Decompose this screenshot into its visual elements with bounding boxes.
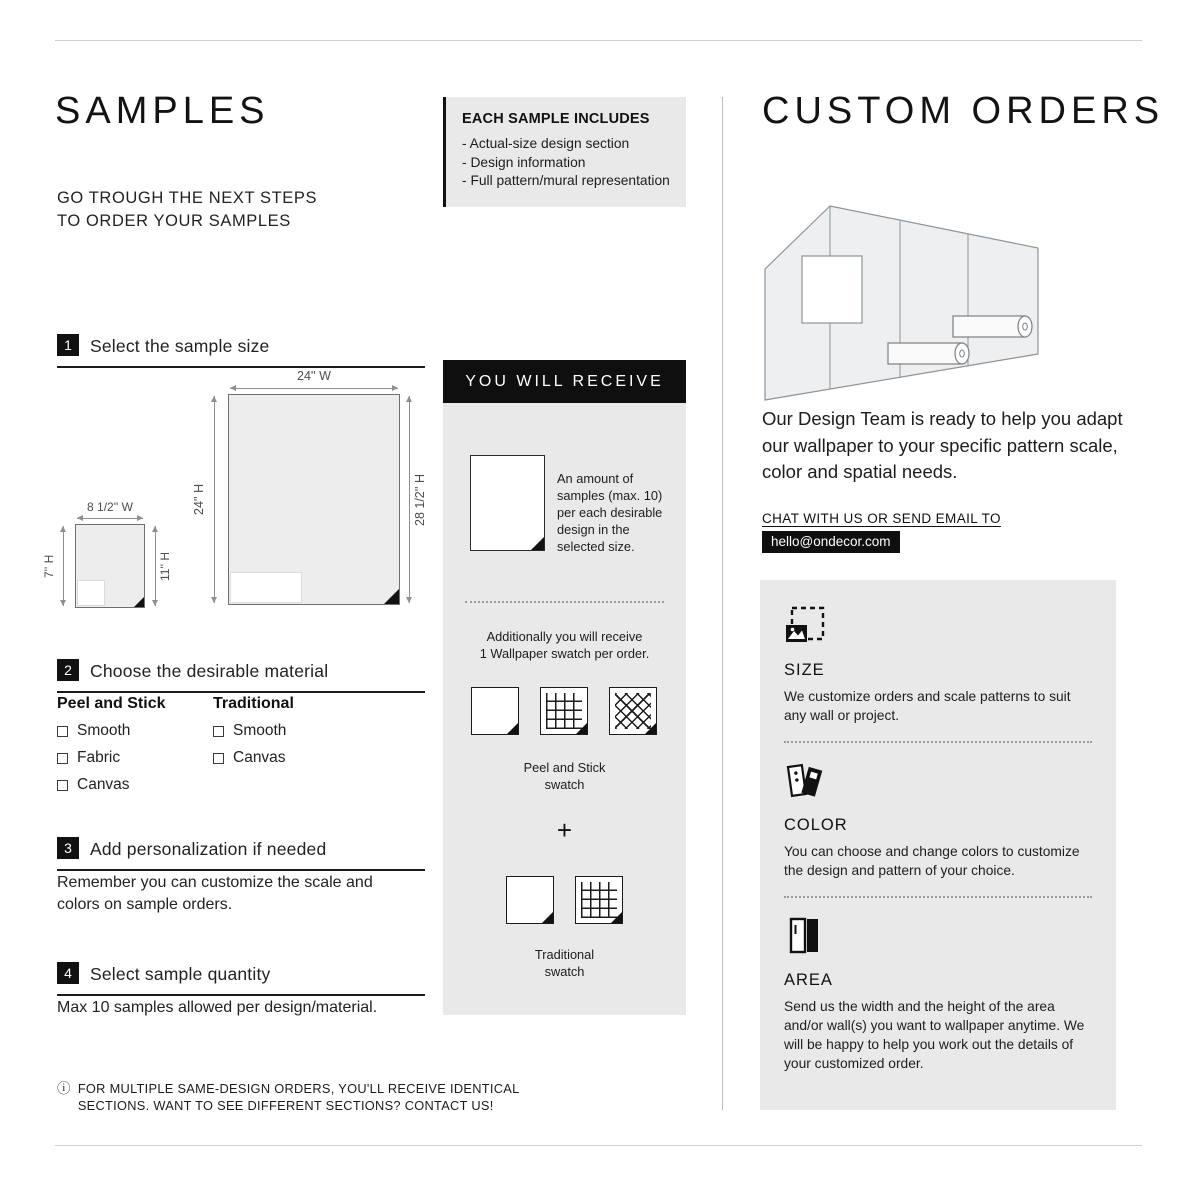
crosshatch-swatch-icon	[609, 687, 657, 735]
peel-swatch-label-line1: Peel and Stick	[523, 760, 606, 775]
step-4-header	[57, 962, 425, 996]
additional-line1: Additionally you will receive	[486, 629, 643, 644]
small-right-height-dimension-line	[155, 526, 156, 606]
large-right-height-dimension-line	[409, 396, 410, 603]
option-traditional-smooth	[213, 722, 294, 740]
small-width-label: 8 1/2'' W	[87, 500, 133, 514]
plus-icon: +	[556, 815, 573, 845]
each-sample-includes-box	[443, 97, 686, 207]
custom-orders-title: CUSTOM ORDERS	[762, 90, 1165, 132]
receive-header: YOU WILL RECEIVE	[443, 360, 686, 403]
grid-swatch-icon	[575, 876, 623, 924]
small-width-dimension-line	[77, 518, 143, 519]
chat-with-us-label: CHAT WITH US OR SEND EMAIL TO	[762, 511, 1001, 526]
includes-item: - Actual-size design section	[462, 135, 674, 154]
area-heading: AREA	[784, 971, 833, 989]
option-label: Fabric	[77, 749, 121, 766]
traditional-swatch-label-line1: Traditional	[534, 947, 595, 962]
email-link[interactable]: hello@ondecor.com	[762, 531, 900, 553]
area-wall-icon	[784, 916, 1092, 961]
large-sample-sheet	[228, 394, 400, 605]
checkbox-traditional-canvas[interactable]	[213, 753, 224, 764]
option-label: Canvas	[77, 776, 130, 793]
footnote-line1: FOR MULTIPLE SAME-DESIGN ORDERS, YOU'LL RECEIVE IDENTICAL	[77, 1081, 520, 1096]
includes-title: EACH SAMPLE INCLUDES	[462, 111, 650, 127]
large-width-dimension-line	[230, 388, 398, 389]
step-3-number: 3	[57, 837, 79, 859]
color-heading: COLOR	[784, 816, 848, 834]
samples-title: SAMPLES	[55, 90, 270, 132]
wallpaper-roll-icon	[888, 343, 969, 364]
samples-intro-line2: TO ORDER YOUR SAMPLES	[57, 212, 291, 230]
small-sample-section	[77, 580, 105, 606]
grid-swatch-icon	[540, 687, 588, 735]
includes-item: - Design information	[462, 154, 674, 173]
color-swatches-icon	[784, 761, 1092, 806]
samples-intro	[57, 187, 317, 233]
option-peel-smooth	[57, 722, 166, 740]
additional-swatch-note	[443, 628, 686, 662]
option-label: Smooth	[233, 722, 287, 739]
large-left-height-dimension-line	[214, 396, 215, 603]
small-sample-sheet	[75, 524, 145, 608]
swatch-fold-corner-icon	[645, 723, 656, 734]
large-width-label: 24'' W	[297, 369, 331, 383]
top-divider	[55, 40, 1142, 41]
you-will-receive-panel	[443, 360, 686, 1015]
color-text: You can choose and change colors to customize the design and pattern of your choice.	[784, 844, 1080, 878]
step-4-number: 4	[57, 962, 79, 984]
peel-and-stick-title: Peel and Stick	[57, 695, 166, 712]
large-sample-section	[230, 572, 302, 603]
wallpaper-wall-illustration	[755, 196, 1045, 406]
step-4-label: Select sample quantity	[90, 964, 271, 984]
wallpaper-roll-icon	[953, 316, 1032, 337]
material-peel-and-stick-group	[57, 695, 166, 794]
size-icon	[784, 606, 1092, 651]
includes-item: - Full pattern/mural representation	[462, 172, 674, 191]
footnote-line2: SECTIONS. WANT TO SEE DIFFERENT SECTIONS? CONTACT US!	[77, 1097, 494, 1113]
material-traditional-group	[213, 695, 294, 767]
option-peel-fabric	[57, 749, 166, 767]
swatch-fold-corner-icon	[611, 912, 622, 923]
step-1-label: Select the sample size	[90, 336, 270, 356]
option-label: Canvas	[233, 749, 286, 766]
small-sheet-fold-corner-icon	[134, 597, 144, 607]
traditional-swatch-label-line2: swatch	[544, 964, 585, 979]
peel-swatch-label-line2: swatch	[544, 777, 585, 792]
peel-swatch-label	[443, 759, 686, 793]
size-heading: SIZE	[784, 661, 825, 679]
plain-swatch-icon	[506, 876, 554, 924]
dotted-separator	[784, 896, 1092, 898]
small-right-height-label: 11'' H	[158, 551, 172, 581]
step-1-number: 1	[57, 334, 79, 356]
additional-line2: 1 Wallpaper swatch per order.	[479, 646, 650, 661]
area-text: Send us the width and the height of the area and/or wall(s) you want to wallpaper anytime. We will be happy to help you work out the details of your customized order.	[784, 999, 1085, 1071]
step-1-header	[57, 334, 425, 368]
option-peel-canvas	[57, 776, 166, 794]
dotted-separator	[465, 601, 664, 603]
bottom-divider	[55, 1145, 1142, 1146]
traditional-swatch-row	[506, 876, 623, 924]
checkbox-traditional-smooth[interactable]	[213, 726, 224, 737]
step-2-label: Choose the desirable material	[90, 661, 329, 681]
samples-intro-line1: GO TROUGH THE NEXT STEPS	[57, 189, 318, 207]
step-4-note: Max 10 samples allowed per design/material.	[57, 999, 378, 1016]
custom-order-features-panel	[760, 580, 1116, 1110]
size-text: We customize orders and scale patterns to suit any wall or project.	[784, 689, 1071, 723]
step-3-label: Add personalization if needed	[90, 839, 327, 859]
footnote-text	[78, 1081, 520, 1114]
swatch-fold-corner-icon	[542, 912, 553, 923]
step-3-note: Remember you can customize the scale and colors on sample orders.	[57, 874, 373, 913]
step-3-header	[57, 837, 425, 871]
multiple-orders-footnote	[57, 1081, 547, 1114]
sample-sheet-icon	[470, 455, 545, 551]
swatch-fold-corner-icon	[576, 723, 587, 734]
dotted-separator	[784, 741, 1092, 743]
traditional-title: Traditional	[213, 695, 294, 712]
step-2-number: 2	[57, 659, 79, 681]
large-sheet-fold-corner-icon	[384, 589, 399, 604]
info-icon: ⓘ	[57, 1081, 71, 1096]
column-divider	[722, 97, 723, 1110]
checkbox-peel-smooth[interactable]	[57, 726, 68, 737]
window-frame	[802, 256, 862, 323]
option-traditional-canvas	[213, 749, 294, 767]
checkbox-peel-canvas[interactable]	[57, 780, 68, 791]
option-label: Smooth	[77, 722, 131, 739]
sheet-fold-corner-icon	[531, 537, 544, 550]
plain-swatch-icon	[471, 687, 519, 735]
large-left-height-label: 24'' H	[192, 483, 206, 516]
large-right-height-label: 28 1/2'' H	[413, 473, 427, 526]
checkbox-peel-fabric[interactable]	[57, 753, 68, 764]
small-left-height-label: 7'' H	[42, 554, 56, 578]
step-2-header	[57, 659, 425, 693]
swatch-fold-corner-icon	[507, 723, 518, 734]
peel-swatch-row	[471, 687, 657, 735]
design-team-intro: Our Design Team is ready to help you adapt our wallpaper to your specific pattern scale, color and spatial needs.	[762, 408, 1123, 482]
traditional-swatch-label	[443, 946, 686, 980]
small-left-height-dimension-line	[63, 526, 64, 606]
samples-amount-text: An amount of samples (max. 10) per each desirable design in the selected size.	[557, 471, 663, 554]
